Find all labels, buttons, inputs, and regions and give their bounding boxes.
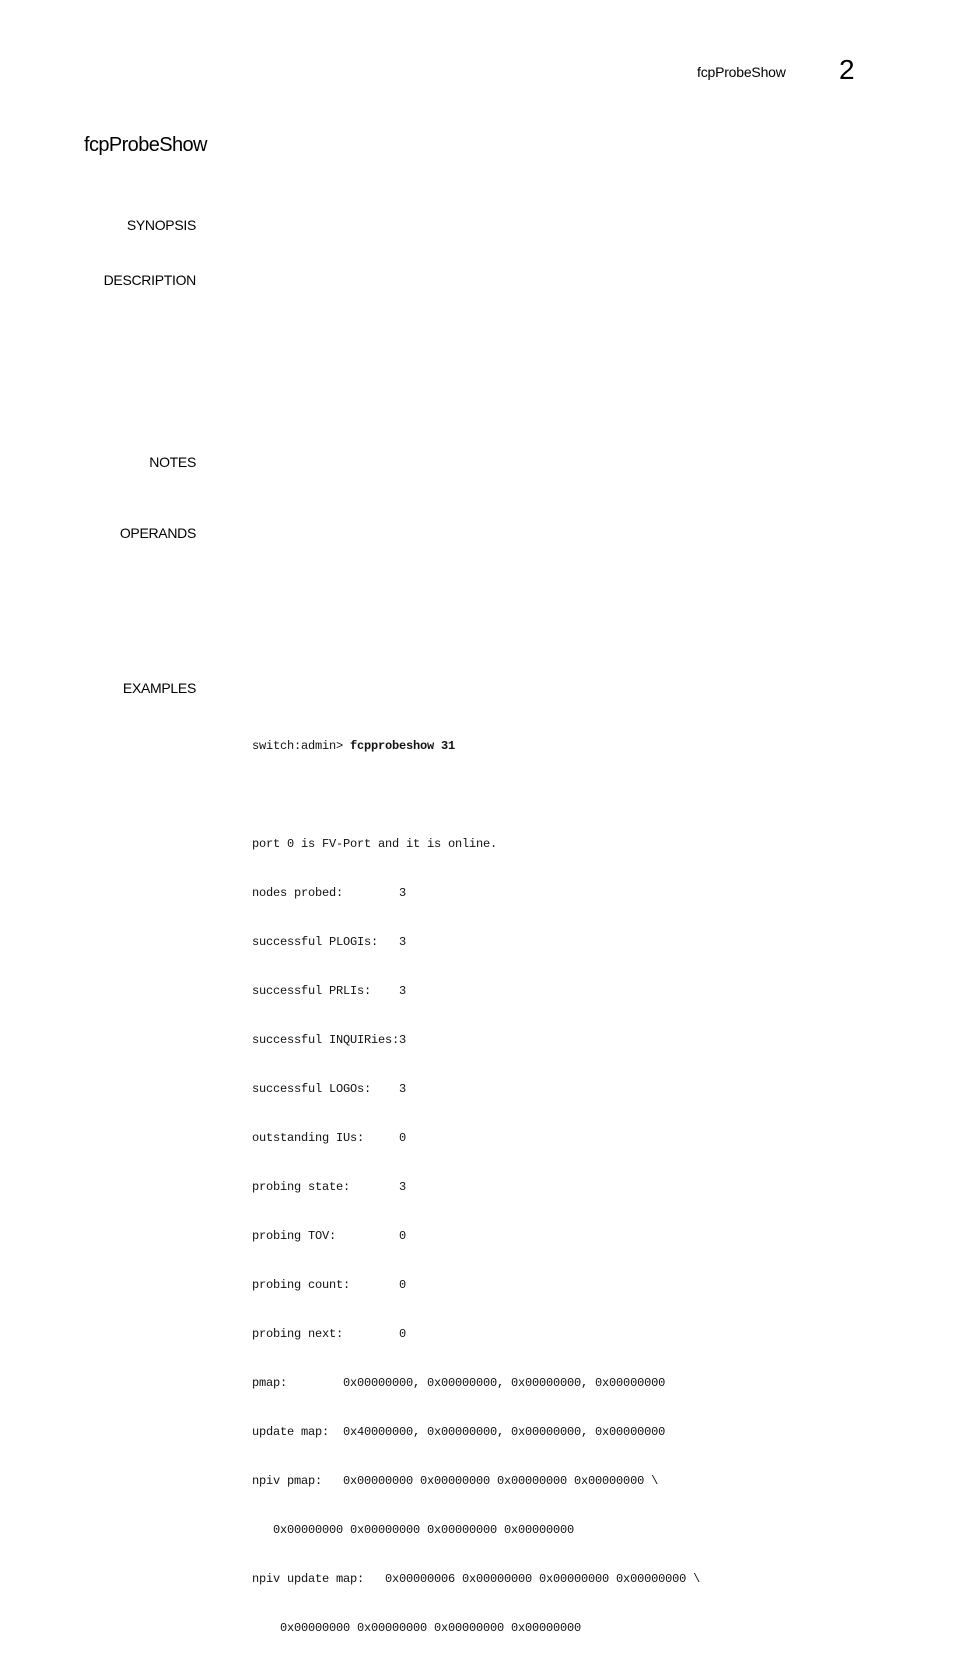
example-output-line: 0x00000000 0x00000000 0x00000000 0x00000000 <box>252 1523 575 1538</box>
example-output-line: 0x00000000 0x00000000 0x00000000 0x00000000 <box>252 1621 582 1636</box>
example-output-line: probing TOV: 0 <box>252 1229 407 1243</box>
example-output-line: npiv pmap: 0x00000000 0x00000000 0x00000000 0x00000000 \ <box>252 1474 659 1489</box>
chapter-number: 2 <box>839 54 855 85</box>
section-heading-examples: EXAMPLES <box>122 680 196 696</box>
section-heading-notes: NOTES <box>149 454 196 470</box>
example-command-line <box>252 738 700 754</box>
example-output-line: npiv update map: 0x00000006 0x00000000 0x00000000 0x00000000 \ <box>252 1572 701 1587</box>
example-output-line: pmap: 0x00000000, 0x00000000, 0x00000000, 0x00000000 <box>252 1376 666 1391</box>
example-output-line: successful PLOGIs: 3 <box>252 934 407 949</box>
example-output-line: successful LOGOs: 3 <box>252 1081 407 1096</box>
example-output-line: update map: 0x40000000, 0x00000000, 0x00000000, 0x00000000 <box>252 1425 666 1440</box>
example-code-block <box>252 705 700 1653</box>
example-output-line: probing next: 0 <box>252 1327 407 1342</box>
example-output-line: outstanding IUs: 0 <box>252 1130 407 1145</box>
example-blank-line <box>252 787 700 803</box>
example-output-line: nodes probed: 3 <box>252 885 407 900</box>
section-heading-operands: OPERANDS <box>119 525 196 541</box>
example-command: fcpprobeshow 31 <box>350 738 456 753</box>
example-output-line: port 0 is FV-Port and it is online. <box>252 836 498 851</box>
section-heading-description: DESCRIPTION <box>103 272 196 288</box>
example-output-line: probing count: 0 <box>252 1278 407 1293</box>
page-title: fcpProbeShow <box>84 134 207 156</box>
example-prompt: switch:admin> <box>252 738 351 753</box>
running-header-title: fcpProbeShow <box>697 64 786 80</box>
section-heading-synopsis: SYNOPSIS <box>126 217 196 233</box>
example-output-line: probing state: 3 <box>252 1179 407 1194</box>
example-output-line: successful PRLIs: 3 <box>252 983 407 998</box>
example-output-line: successful INQUIRies:3 <box>252 1032 407 1047</box>
